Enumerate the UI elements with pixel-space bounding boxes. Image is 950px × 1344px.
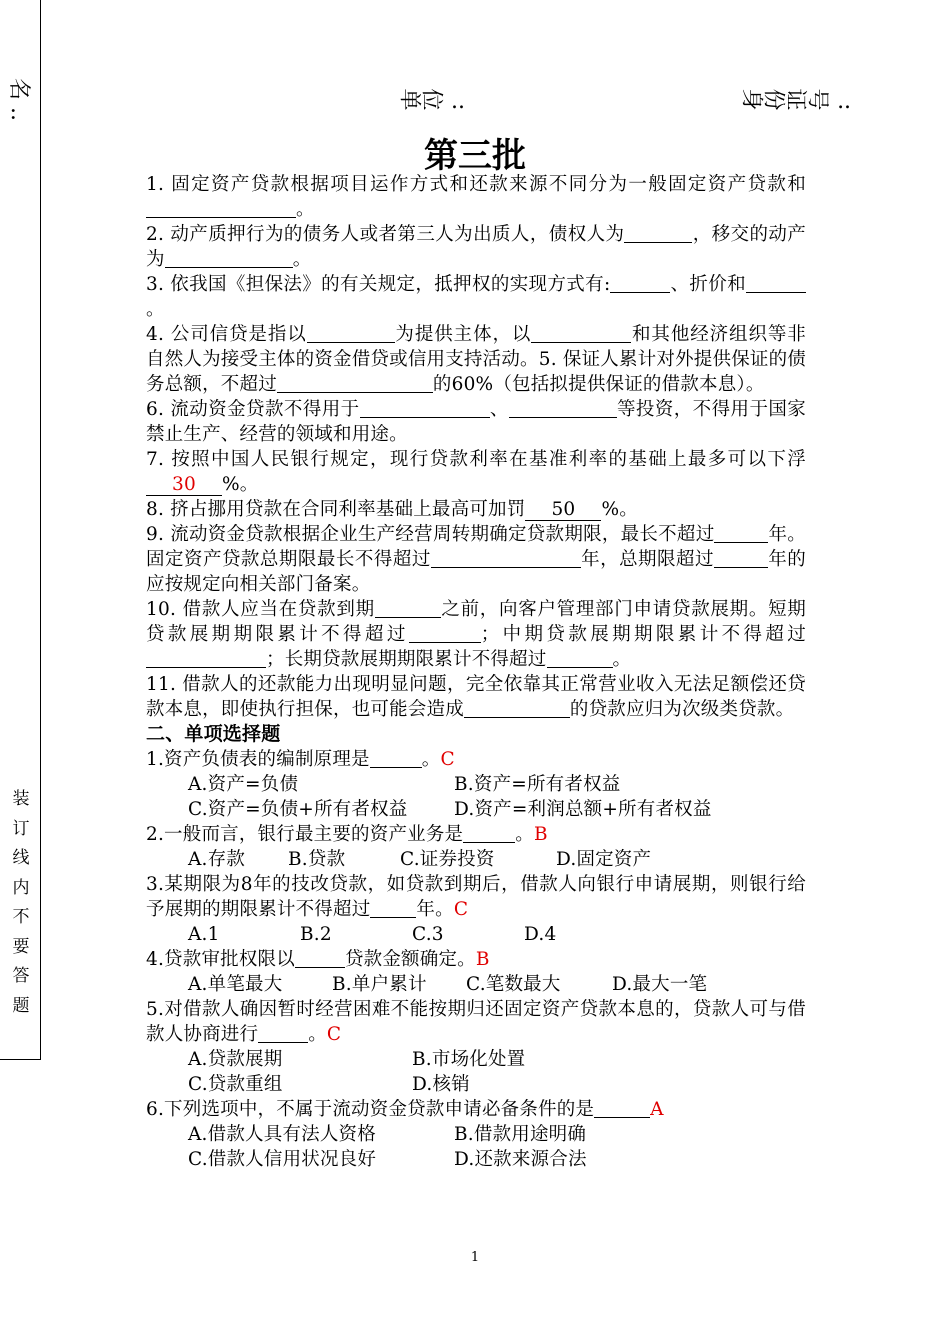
exam-content — [146, 172, 806, 1172]
options-row — [146, 1072, 806, 1097]
option: B.2 — [300, 924, 332, 945]
question-10: 10. 借款人应当在贷款到期 之前，向客户管理部门申请贷款展期。短期贷款展期期限累计不得超过 ；中期贷款展期期限累计不得超过；长期贷款展期期限累计不得超过 。 — [146, 599, 806, 670]
id-number-label: 身份证号 .. — [738, 88, 852, 114]
option: A.借款人具有法人资格 — [188, 1124, 376, 1145]
question-11: 11. 借款人的还款能力出现明显问题，完全依靠其正常营业收入无法足额偿还贷款本息，即使执行担保，也可能会造成 的贷款应归为次级类贷款。 — [146, 674, 806, 720]
option: A.单笔最大 — [188, 974, 283, 995]
question-1: 1. 固定资产贷款根据项目运作方式和还款来源不同分为一般固定资产贷款和。 — [146, 174, 806, 220]
answer-mark: A — [650, 1099, 664, 1120]
option: D.固定资产 — [556, 849, 652, 870]
answer-blank — [463, 823, 515, 843]
question-6: 6. 流动资金贷款不得用于 、 等投资，不得用于国家禁止生产、经营的领域和用途。 — [146, 399, 806, 445]
answer-blank — [277, 373, 433, 393]
answer-blank — [531, 323, 631, 343]
question-7: 7. 按照中国人民银行规定，现行贷款利率在基准利率的基础上最多可以下浮30 %。 — [146, 449, 806, 495]
answer-blank — [146, 198, 296, 218]
option: B.单户累计 — [332, 974, 427, 995]
option: C.借款人信用状况良好 — [188, 1149, 377, 1170]
option: A.1 — [188, 924, 220, 945]
option: C.证券投资 — [400, 849, 495, 870]
mc-question-stem: 1.资产负债表的编制原理是 。C — [146, 749, 455, 770]
option: B.贷款 — [288, 849, 346, 870]
options-row — [146, 1147, 806, 1172]
options-row — [146, 797, 806, 822]
mc-question-stem: 5.对借款人确因暂时经营困难不能按期归还固定资产贷款本息的，贷款人可与借款人协商进行 。C — [146, 999, 806, 1045]
answer-blank — [370, 898, 416, 918]
question-2: 2. 动产质押行为的债务人或者第三人为出质人，债权人为 ，移交的动产为 。 — [146, 224, 806, 270]
answer-blank — [258, 1023, 308, 1043]
mc-question-stem: 2.一般而言，银行最主要的资产业务是 。B — [146, 824, 548, 845]
mc-question-stem: 6.下列选项中，不属于流动资金贷款申请必备条件的是 A — [146, 1099, 664, 1120]
filled-answer: 30 — [146, 474, 222, 496]
answer-mark: B — [533, 824, 548, 845]
answer-blank — [464, 698, 570, 718]
page-title: 第三批 — [424, 136, 526, 176]
answer-blank — [146, 648, 266, 668]
options-row — [146, 772, 806, 797]
answer-blank — [165, 248, 293, 268]
option: B.借款用途明确 — [454, 1124, 587, 1145]
options-row — [146, 1122, 806, 1147]
option: A.资产=负债 — [188, 774, 299, 795]
options-row — [146, 972, 806, 997]
answer-mark: C — [453, 899, 469, 920]
option: D.核销 — [412, 1074, 470, 1095]
binding-note: 装订线内不要答题 — [12, 789, 30, 1016]
answer-blank — [295, 948, 345, 968]
option: D.还款来源合法 — [454, 1149, 587, 1170]
option: D.资产=利润总额+所有者权益 — [454, 799, 712, 820]
mc-question-stem: 3.某期限为8年的技改贷款，如贷款到期后，借款人向银行申请展期，则银行给予展期的期限累计不得超过 年。C — [146, 874, 806, 920]
unit-label: 单位 .. — [396, 88, 466, 114]
filled-answer: 50 — [525, 499, 601, 521]
question-8: 8. 挤占挪用贷款在合同利率基础上最高可加罚 50 %。 — [146, 499, 638, 520]
option: D.最大一笔 — [612, 974, 708, 995]
answer-blank — [547, 648, 613, 668]
question-3: 3. 依我国《担保法》的有关规定，抵押权的实现方式有: 、折价和。 — [146, 272, 806, 322]
options-row — [146, 1047, 806, 1072]
question-9: 9. 流动资金贷款根据企业生产经营周转期确定贷款期限，最长不超过 年。固定资产贷款总期限最长不得超过 年，总期限超过 年的应按规定向相关部门备案。 — [146, 524, 807, 595]
option: B.资产=所有者权益 — [454, 774, 621, 795]
answer-blank — [370, 748, 422, 768]
question-4: 4. 公司信贷是指以 为提供主体，以 和其他经济组织等非自然人为接受主体的资金借贷或信用支持活动。5. 保证人累计对外提供保证的债务总额，不超过 的60%（包括拟提供保证的借款本息）。 — [146, 324, 806, 395]
answer-blank — [360, 398, 490, 418]
answer-mark: C — [326, 1024, 342, 1045]
answer-blank — [509, 398, 617, 418]
option: C.资产=负债+所有者权益 — [188, 799, 408, 820]
answer-blank — [594, 1098, 650, 1118]
answer-mark: C — [440, 749, 455, 770]
option: B.市场化处置 — [412, 1049, 526, 1070]
option: A.贷款展期 — [188, 1049, 283, 1070]
answer-blank — [746, 273, 806, 293]
answer-blank — [624, 223, 692, 243]
name-label: 名 .. — [6, 78, 31, 122]
option: A.存款 — [188, 849, 246, 870]
page-number: 1 — [470, 1250, 480, 1265]
mc-question-stem: 4.贷款审批权限以 贷款金额确定。B — [146, 949, 490, 970]
option: C.笔数最大 — [466, 974, 561, 995]
answer-blank — [610, 273, 670, 293]
options-row — [146, 922, 806, 947]
answer-blank — [714, 523, 768, 543]
answer-mark: B — [475, 949, 490, 970]
answer-blank — [431, 548, 581, 568]
answer-blank — [714, 548, 768, 568]
answer-blank — [307, 323, 395, 343]
option: D.4 — [524, 924, 557, 945]
section-heading: 二、单项选择题 — [146, 723, 281, 745]
option: C.贷款重组 — [188, 1074, 283, 1095]
answer-blank — [375, 598, 441, 618]
option: C.3 — [412, 924, 444, 945]
options-row — [146, 847, 806, 872]
answer-blank — [409, 623, 481, 643]
